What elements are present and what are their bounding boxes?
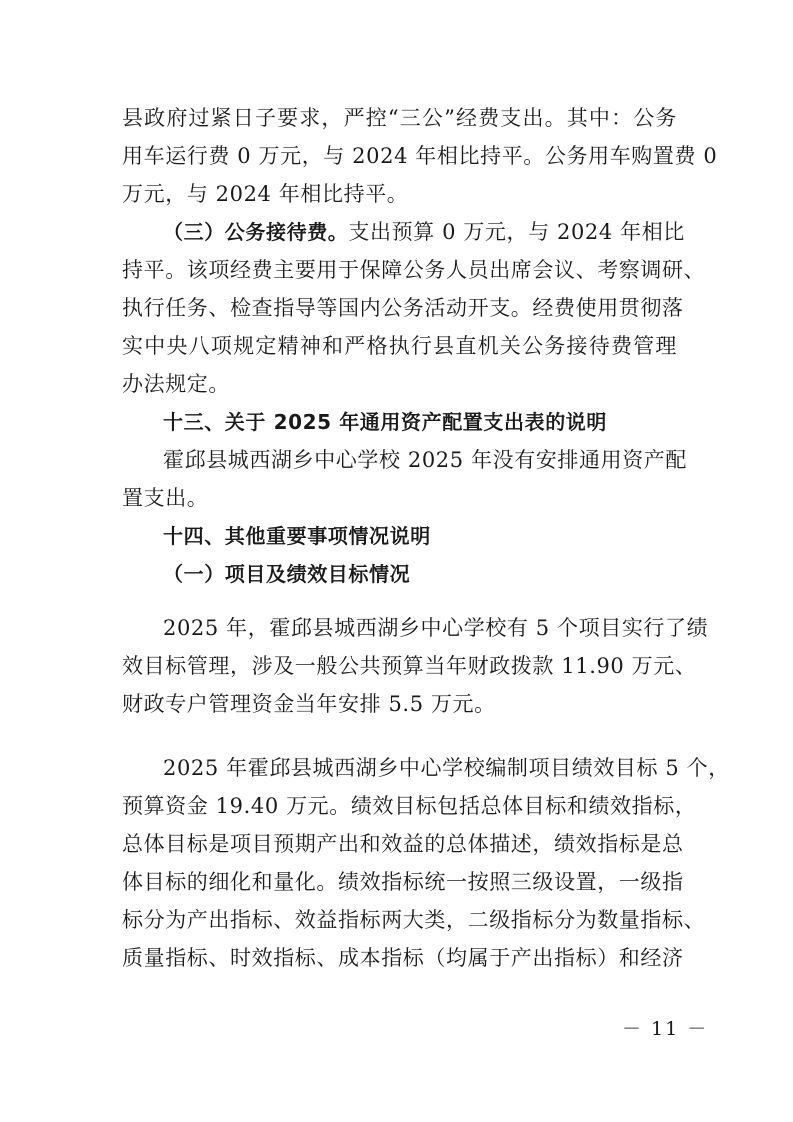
section-heading: 十三、关于 2025 年通用资产配置支出表的说明 bbox=[163, 410, 607, 434]
subsection-heading: （三）公务接待费。 bbox=[163, 220, 349, 244]
paragraph-text: 支出预算 0 万元，与 2024 年相比 bbox=[348, 220, 685, 244]
paragraph-line bbox=[163, 217, 685, 247]
page-number: － 11 － bbox=[622, 1018, 709, 1040]
paragraph-line: 财政专户管理资金当年安排 5.5 万元。 bbox=[122, 692, 496, 716]
paragraph-line: 总体目标是项目预期产出和效益的总体描述，绩效指标是总 bbox=[122, 832, 684, 856]
paragraph-line: 效目标管理，涉及一般公共预算当年财政拨款 11.90 万元、 bbox=[122, 654, 697, 678]
subsection-heading: （一）项目及绩效目标情况 bbox=[163, 562, 411, 586]
paragraph-line: 标分为产出指标、效益指标两大类，二级指标分为数量指标、 bbox=[122, 908, 706, 932]
paragraph-line: 执行任务、检查指导等国内公务活动开支。经费使用贯彻落 bbox=[122, 296, 684, 320]
paragraph-line: 万元，与 2024 年相比持平。 bbox=[122, 182, 409, 206]
paragraph-line: 预算资金 19.40 万元。绩效目标包括总体目标和绩效指标， bbox=[122, 794, 697, 818]
section-heading: 十四、其他重要事项情况说明 bbox=[163, 524, 431, 548]
paragraph-line: 用车运行费 0 万元，与 2024 年相比持平。公务用车购置费 0 bbox=[122, 144, 718, 168]
paragraph-line: 2025 年霍邱县城西湖乡中心学校编制项目绩效目标 5 个， bbox=[163, 756, 730, 780]
paragraph-line: 持平。该项经费主要用于保障公务人员出席会议、考察调研、 bbox=[122, 258, 706, 282]
paragraph-line: 霍邱县城西湖乡中心学校 2025 年没有安排通用资产配 bbox=[163, 448, 687, 472]
paragraph-line: 县政府过紧日子要求，严控“三公”经费支出。其中：公务 bbox=[122, 106, 677, 130]
paragraph-line: 体目标的细化和量化。绩效指标统一按照三级设置，一级指 bbox=[122, 870, 684, 894]
paragraph-line: 2025 年，霍邱县城西湖乡中心学校有 5 个项目实行了绩 bbox=[163, 616, 709, 640]
paragraph-line: 质量指标、时效指标、成本指标（均属于产出指标）和经济 bbox=[122, 946, 684, 970]
paragraph-line: 置支出。 bbox=[122, 486, 209, 510]
paragraph-line: 办法规定。 bbox=[122, 372, 230, 396]
paragraph-line: 实中央八项规定精神和严格执行县直机关公务接待费管理 bbox=[122, 334, 677, 358]
